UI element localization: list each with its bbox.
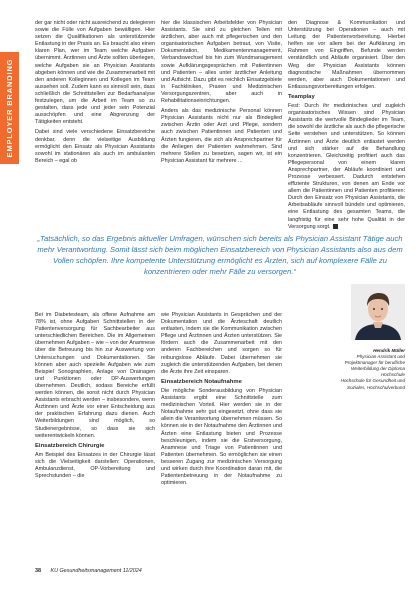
paragraph: wie Physician Assistants in Gesprächen und der Dokumentation und die Ärzteschaft deutlich entlasten, indem sie die Kommunikation zwischen Pflege und Ärztinnen und Ärzten unterstützen. Sie fördern auch die Zusammenarbeit mit den anderen Fachbereichen und sorgen so für reibungslose Abläufe. Dabei übernehmen sie zugleich die unterstützenden Aufgaben, bei denen die Ärzte ihre Zeit einsparen. (161, 312, 282, 375)
section-heading-chirurgie: Einsatzbereich Chirurgie (35, 442, 105, 449)
page-number: 38 (35, 568, 41, 574)
column-2-top (161, 20, 282, 168)
photo-caption (332, 348, 405, 391)
author-photo (351, 284, 405, 340)
caption-org: Hochschule für Gesundheit und Soziales, Hochschulverbund (340, 378, 405, 390)
paragraph: hier die klassischen Arbeitsfelder von Physician Assistants. Sie sind zu gleichen Teilen mit ärztlichen, aber auch mit pflegerischen und den organisatorischen Aufgaben betraut, von Visite, Dokumentation, Medikamentenmanagement, Verbandswechsel bis hin zum Wundmanagement sowie Aufklärungsgesprächen mit Patientinnen und Patienten – alles unter ärztlicher Anleitung und Aufsicht. Dazu gibt es reichlich Einsatzgebiete in Fachkliniken, Praxen und Medizinischen Versorgungszentren, aber auch in Rehabilitationseinrichtungen. (161, 20, 282, 105)
paragraph: Bei im Diabetesteam, als offene Aufnahme am 78% ist, ohne Aufgaben Schnittstellen in der Patientenversorgung für Sachbearbeiter aus unterschiedlichen Bereichen. Die im Allgemeinen übernehmen Aufgaben – wie – von der Anamnese über die Betreuung bis hin zur Auswertung von Untersuchungen und Dokumentationen. Sie können aber auch spezielle Aufgaben wie zum Beispiel Sonographien, Anlage von Drainagen und Punktionen oder DP-Auswertungen übernehmen. Deutlich, sodass Bereiche erfüllt werden können, die sonst nicht durch Physician Assistants erbracht werden – insbesondere, wenn Ärztinnen und Ärzte vor einer Entscheidung aus der praktischen Erfahrung dazu dienen. Auch Weiterbildungen sind möglich, so Studienergebnisse, so dass sie sich weiterentwickeln können. (35, 312, 155, 439)
column-3-top (288, 20, 405, 234)
paragraph: den Diagnose & Kommunikation und Unterstützung bei Operationen – auch mit Leitung der Patientenvorbereitung. Hierbei helfen sie vor allem bei der Aufklärung im Rahmen von Eingriffen, Befunde werden verständlich und Abläufe organisiert. Über den Weg der Physician Assistants können diagnostische Maßnahmen übernommen werden, aber auch Dokumentationen und Entlassungsvorbereitungen erfolgen. (288, 20, 405, 90)
paragraph (288, 103, 405, 231)
section-label: EMPLOYER BRANDING (5, 58, 14, 158)
magazine-name: KU Gesundheitsmanagement 11/2024 (50, 568, 142, 574)
column-1-top (35, 20, 155, 168)
sidebar (0, 0, 18, 596)
paragraph-text: Fest: Durch ihr medizinisches und zugleich organisatorisches Wissen sind Physician Assistants die wertvolle Bindeglieder im Team, die sowohl die ärztliche als auch die pflegerische Seite verstehen und unterstützen. So können Ärztinnen und Ärzte deutlich entlastet werden und sich stärker auf die Behandlung konzentrieren. Gleichzeitig profitiert auch das Pflegepersonal von einem klaren Ansprechpartner, der Abläufe koordiniert und Prozesse verbessert. Dadurch entstehen effiziente Strukturen, von denen am Ende vor allem die Patientinnen und Patienten profitieren: Durch den Einsatz von Physician Assistants, die Arbeitsabläufe sinnvoll bündeln und optimieren, eine Entlastung des gesamten Teams, die langfristig für eine sehr hohe Qualität in der Versorgung sorgt. (288, 103, 405, 230)
end-mark-icon (333, 224, 338, 229)
paragraph: der gar nicht oder nicht ausreichend zu delegieren sowie die Fülle von Aufgaben bewältigen. Hier setzen die Qualifikationen als unterstützende Entlastung in der Praxis an. Es braucht also einen klaren Plan, wer im Team welche Aufgaben übernimmt. Ärztinnen und Ärzte sollten überlegen, welche Aufgaben sie an Physician Assistants abgeben können und wie die Zusammenarbeit mit den anderen Kolleginnen und Kollegen im Team aussehen soll. Zudem kann es sinnvoll sein, dass schließlich die Schnittstellen zur Bedarfsanalyse festzulegen, um die Arbeit im Team so zu gestalten, dass jede und jeder sein Potenzial ausschöpfen und eine Abgrenzung der Tätigkeiten entsteht. (35, 20, 155, 126)
caption-name: Hendrik Müller (373, 348, 405, 353)
section-tab (0, 52, 19, 164)
paragraph: Die mögliche Sonderausbildung von Physician Assistants ergibt eine Schnittstelle zum medizinischen Vorteil. Hier werden sie in der Notaufnahme sehr gut eingesetzt, ohne dass sie allein die Verantwortung übernehmen müssen. So können sie in der Notaufnahme den Ärztinnen und Ärzten eine Entlastung bieten und Prozesse beschleunigen, indem sie die Erstversorgung, Anamnese und Triage von Patientinnen und Patienten übernehmen. So ermöglichen sie einen besseren Zugang zur medizinischen Versorgung und wirken durch ihre Koordination daran mit, die Patientenbetreuung in der Notaufnahme zu optimieren. (161, 387, 282, 487)
paragraph: Am Beispiel des Einsatzes in der Chirurgie lässt sich die Vielseitigkeit darstellen: Operationen, Ambulanzdienst, OP-Vorbereitung und Sprechstunden – die (35, 451, 155, 480)
section-heading-teamplay: Teamplay (288, 93, 315, 100)
column-1-bottom (35, 312, 155, 483)
portrait-image (351, 284, 405, 340)
page-footer (35, 568, 405, 574)
column-2-bottom (161, 312, 282, 490)
paragraph: Dabei sind viele verschiedene Einsatzbereiche denkbar, denn die vielseitige Ausbildung ermöglicht den Einsatz als Physician Assistants sowohl im stationären als auch im ambulanten Bereich – egal ob (35, 129, 155, 164)
paragraph: Anders als das medizinische Personal können Physician Assistants nicht nur als Bindeglied zwischen Ärztin oder Arzt und Pflege, sondern auch zwischen Patientinnen und Patienten und Ärzten fungieren, die sich als Ansprechpartner für die Anliegen der Patienten wahrnehmen. Sind mehrere Stellen zu besetzen, sagen wir, ist ein Physician Assistant für mehrere ... (161, 108, 282, 164)
pull-quote: „Tatsächlich, so das Ergebnis aktueller Umfragen, wünschen sich bereits als Physician Assistant Tätige auch mehr Verantwortung. Somit lässt sich beim möglichen Einsatzbereich von Physician Assistants also aus dem Vollen schöpfen. Ihre kompetente Unterstützung ermöglicht es Ärzten, sich auf komplexere Fälle zu konzentrieren oder mehr Fälle zu versorgen.“ (37, 234, 403, 276)
caption-role: Physician Assistant und Projektmanager für berufliche Weiterbildung der Diploma Hochschule (344, 354, 405, 378)
section-heading-notaufnahme: Einsatzbereich Notaufnahme (161, 378, 242, 385)
